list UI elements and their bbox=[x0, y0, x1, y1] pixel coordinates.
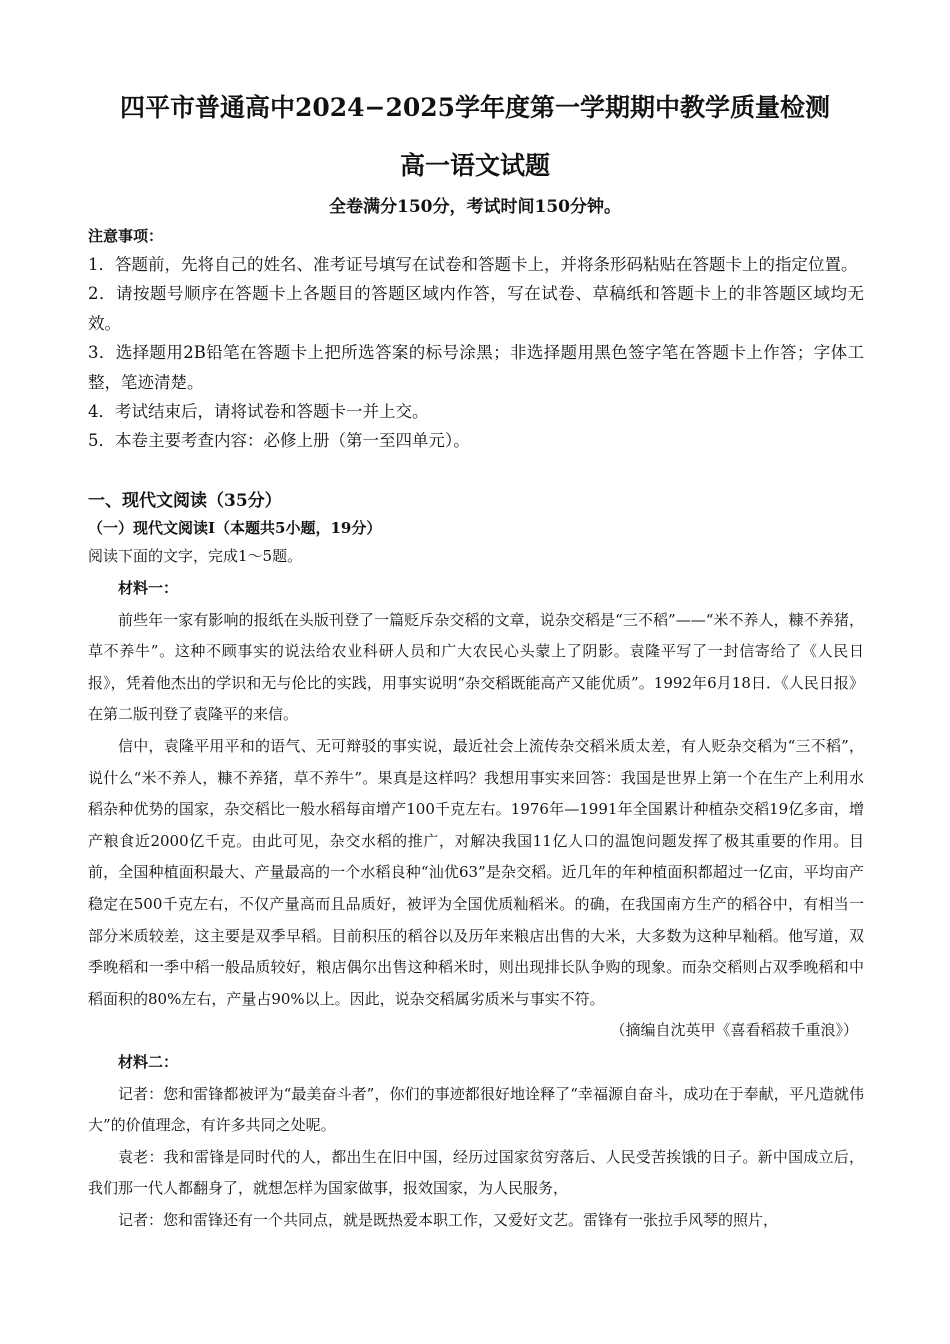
material-label: 材料二： bbox=[118, 1052, 179, 1071]
note-item: 4．考试结束后，请将试卷和答题卡一并上交。 bbox=[88, 402, 429, 422]
notes-heading: 注意事项： bbox=[88, 227, 164, 245]
exam-title: 四平市普通高中2024−2025学年度第一学期期中教学质量检测 bbox=[119, 93, 831, 122]
reading-passage bbox=[88, 573, 864, 1236]
note-item: 3．选择题用2B铅笔在答题卡上把所选答案的标号涂黑；非选择题用黑色签字笔在答题卡上作答；字体工整，笔迹清楚。 bbox=[88, 343, 864, 392]
paragraph: 记者：您和雷锋还有一个共同点，就是既热爱本职工作，又爱好文艺。雷锋有一张拉手风琴的照片， bbox=[118, 1210, 779, 1229]
subject-title: 高一语文试题 bbox=[399, 151, 550, 180]
subsection-heading: （一）现代文阅读Ⅰ（本题共5小题，19分） bbox=[88, 519, 382, 537]
paragraph: 信中，袁隆平用平和的语气、无可辩驳的事实说，最近社会上流传杂交稻米质太差，有人贬杂交稻为“三不稻”，说什么“米不养人，糠不养猪，草不养牛”。果真是这样吗？我想用事实来回答：我国是世界上第一个在生产上利用水稻杂种优势的国家，杂交稻比一般水稻每亩增产100千克左右。1976年—1991年全国累计种植杂交稻19亿多亩，增产粮食近2000亿千克。由此可见，杂交水稻的推广，对解决我国11亿人口的温饱问题发挥了极其重要的作用。目前，全国种植面积最大、产量最高的一个水稻良种“汕优63”是杂交稻。近几年的年种植面积都超过一亿亩，平均亩产稳定在500千克左右，不仅产量高而且品质好，被评为全国优质籼稻米。的确，在我国南方生产的稻谷中，有相当一部分米质较差，这主要是双季早稻。目前积压的稻谷以及历年来粮店出售的大米，大多数为这种早籼稻。他写道，双季晚稻和一季中稻一般品质较好，粮店偶尔出售这种稻米时，则出现排长队争购的现象。而杂交稻则占双季晚稻和中稻面积的80%左右，产量占90%以上。因此，说杂交稻属劣质米与事实不符。 bbox=[88, 736, 864, 1008]
note-item: 1．答题前，先将自己的姓名、准考证号填写在试卷和答题卡上，并将条形码粘贴在答题卡上的指定位置。 bbox=[88, 255, 858, 274]
reading-instruction: 阅读下面的文字，完成1～5题。 bbox=[88, 547, 303, 565]
note-item: 5．本卷主要考查内容：必修上册（第一至四单元）。 bbox=[88, 431, 470, 451]
section-heading: 一、现代文阅读（35分） bbox=[88, 491, 282, 511]
paragraph: 记者：您和雷锋都被评为“最美奋斗者”，你们的事迹都很好地诠释了“幸福源自奋斗，成功在于奉献，平凡造就伟大”的价值理念，有许多共同之处呢。 bbox=[88, 1084, 864, 1135]
note-item: 2．请按题号顺序在答题卡上各题目的答题区域内作答，写在试卷、草稿纸和答题卡上的非答题区域均无效。 bbox=[88, 284, 864, 333]
source-citation: （摘编自沈英甲《喜看稻菽千重浪》） bbox=[610, 1021, 858, 1040]
scoring-info: 全卷满分150分，考试时间150分钟。 bbox=[329, 197, 621, 217]
material-label: 材料一： bbox=[118, 579, 179, 597]
paragraph: 前些年一家有影响的报纸在头版刊登了一篇贬斥杂交稻的文章，说杂交稻是“三不稻”——“米不养人，糠不养猪，草不养牛”。这种不顾事实的说法给农业科研人员和广大农民心头蒙上了阴影。袁隆平写了一封信寄给了《人民日报》，凭着他杰出的学识和无与伦比的实践，用事实说明“杂交稻既能高产又能优质”。1992年6月18日．《人民日报》在第二版刊登了袁隆平的来信。 bbox=[88, 610, 864, 724]
paragraph: 袁老：我和雷锋是同时代的人，都出生在旧中国，经历过国家贫穷落后、人民受苦挨饿的日子。新中国成立后，我们那一代人都翻身了，就想怎样为国家做事，报效国家，为人民服务， bbox=[88, 1147, 864, 1198]
notes-list bbox=[88, 250, 864, 456]
